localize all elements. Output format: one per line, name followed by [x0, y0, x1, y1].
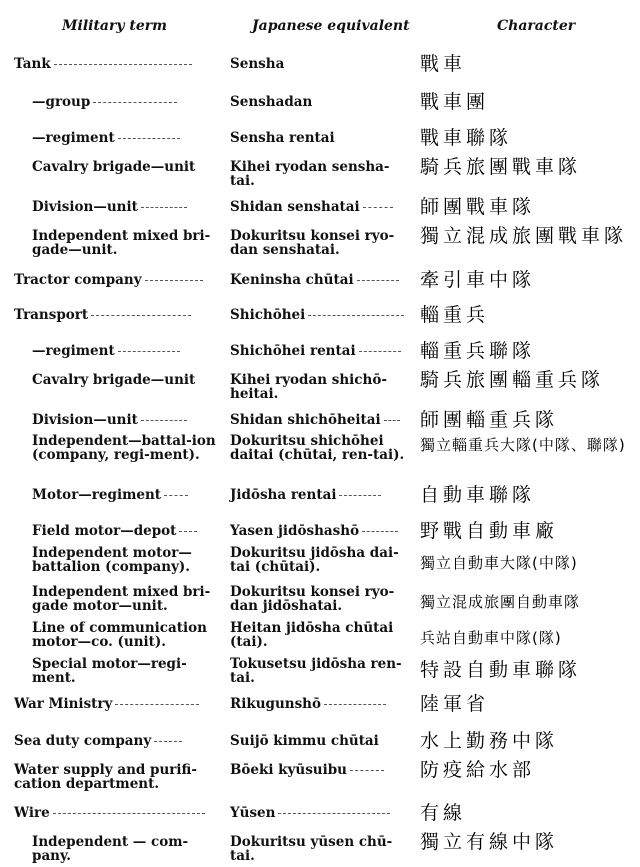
japanese-equivalent: Dokuritsu konsei ryo-dan senshatai. [230, 228, 395, 258]
kanji-character: 獨立混成旅團自動車隊 [420, 593, 581, 611]
japanese-equivalent: Yasen jidōshashō [230, 524, 412, 538]
japanese-equivalent: Shichōhei rentai [230, 344, 412, 358]
kanji-character: 水上勤務中隊 [420, 730, 559, 752]
kanji-character: 輜重兵 [420, 304, 490, 326]
japanese-equivalent: Dokuritsu jidōsha dai-tai (chūtai). [230, 545, 399, 575]
kanji-character: 騎兵旅團戰車隊 [420, 156, 582, 178]
kanji-character: 戰車 [420, 53, 467, 75]
kanji-character: 獨立自動車大隊(中隊) [420, 554, 578, 572]
kanji-character: 騎兵旅團輜重兵隊 [420, 369, 605, 391]
kanji-character: 獨立混成旅團戰車隊 [420, 225, 628, 247]
japanese-equivalent: Kihei ryodan shichō-heitai. [230, 372, 387, 402]
military-term: Wire [14, 806, 222, 820]
military-term: Independent—battal-ion (company, regi-ment). [32, 433, 216, 463]
japanese-equivalent: Suijō kimmu chūtai [230, 733, 379, 749]
japanese-equivalent: Yūsen [230, 806, 412, 820]
kanji-character: 兵站自動車中隊(隊) [420, 629, 562, 647]
kanji-character: 防疫給水部 [420, 759, 536, 781]
kanji-character: 戰車團 [420, 91, 490, 113]
military-term: Transport [14, 308, 222, 322]
kanji-character: 獨立有線中隊 [420, 831, 559, 853]
japanese-equivalent: Sensha rentai [230, 130, 335, 146]
kanji-character: 特設自動車聯隊 [420, 659, 582, 681]
military-term: —regiment [32, 344, 222, 358]
military-term: Independent — com-pany. [32, 834, 189, 864]
japanese-equivalent: Bōeki kyūsuibu [230, 763, 412, 777]
japanese-equivalent: Senshadan [230, 94, 313, 110]
kanji-character: 師團輜重兵隊 [420, 409, 559, 431]
kanji-character: 獨立輜重兵大隊(中隊、聯隊) [420, 436, 626, 454]
japanese-equivalent: Tokusetsu jidōsha ren-tai. [230, 656, 402, 686]
military-term: Independent mixed bri-gade—unit. [32, 228, 211, 258]
header-japanese-equivalent: Japanese equivalent [252, 18, 410, 34]
header-character: Character [497, 18, 576, 34]
japanese-equivalent: Dokuritsu konsei ryo-dan jidōshatai. [230, 584, 395, 614]
military-term: Field motor—depot [32, 524, 222, 538]
kanji-character: 牽引車中隊 [420, 269, 536, 291]
japanese-equivalent: Rikugunshō [230, 697, 412, 711]
kanji-character: 有線 [420, 802, 467, 824]
military-term: Cavalry brigade—unit [32, 372, 196, 388]
japanese-equivalent: Dokuritsu yūsen chū-tai. [230, 834, 393, 864]
military-term: Sea duty company [14, 734, 222, 748]
military-term: Independent motor—battalion (company). [32, 545, 192, 575]
kanji-character: 自動車聯隊 [420, 484, 536, 506]
japanese-equivalent: Shichōhei [230, 308, 412, 322]
kanji-character: 戰車聯隊 [420, 127, 513, 149]
military-term: Line of communication motor—co. (unit). [32, 620, 207, 650]
military-term: Water supply and purifi-cation department. [14, 762, 197, 792]
japanese-equivalent: Dokuritsu shichōhei daitai (chūtai, ren-tai). [230, 433, 405, 463]
japanese-equivalent: Jidōsha rentai [230, 488, 412, 502]
military-term: —regiment [32, 131, 222, 145]
military-term: War Ministry [14, 697, 222, 711]
military-term: —group [32, 95, 222, 109]
military-term: Tank [14, 57, 222, 71]
military-term: Special motor—regi-ment. [32, 656, 187, 686]
japanese-equivalent: Sensha [230, 56, 285, 72]
japanese-equivalent: Heitan jidōsha chūtai (tai). [230, 620, 394, 650]
header-military-term: Military term [62, 18, 167, 34]
kanji-character: 師團戰車隊 [420, 196, 536, 218]
japanese-equivalent: Shidan senshatai [230, 200, 412, 214]
kanji-character: 陸軍省 [420, 693, 490, 715]
kanji-character: 野戰自動車廠 [420, 520, 559, 542]
military-term: Motor—regiment [32, 488, 222, 502]
military-term: Division—unit [32, 413, 222, 427]
japanese-equivalent: Kihei ryodan sensha-tai. [230, 159, 390, 189]
japanese-equivalent: Shidan shichōheitai [230, 413, 412, 427]
military-term: Cavalry brigade—unit [32, 159, 196, 175]
military-term: Independent mixed bri-gade motor—unit. [32, 584, 211, 614]
kanji-character: 輜重兵聯隊 [420, 340, 536, 362]
military-term: Division—unit [32, 200, 222, 214]
japanese-equivalent: Keninsha chūtai [230, 273, 412, 287]
military-term: Tractor company [14, 273, 222, 287]
